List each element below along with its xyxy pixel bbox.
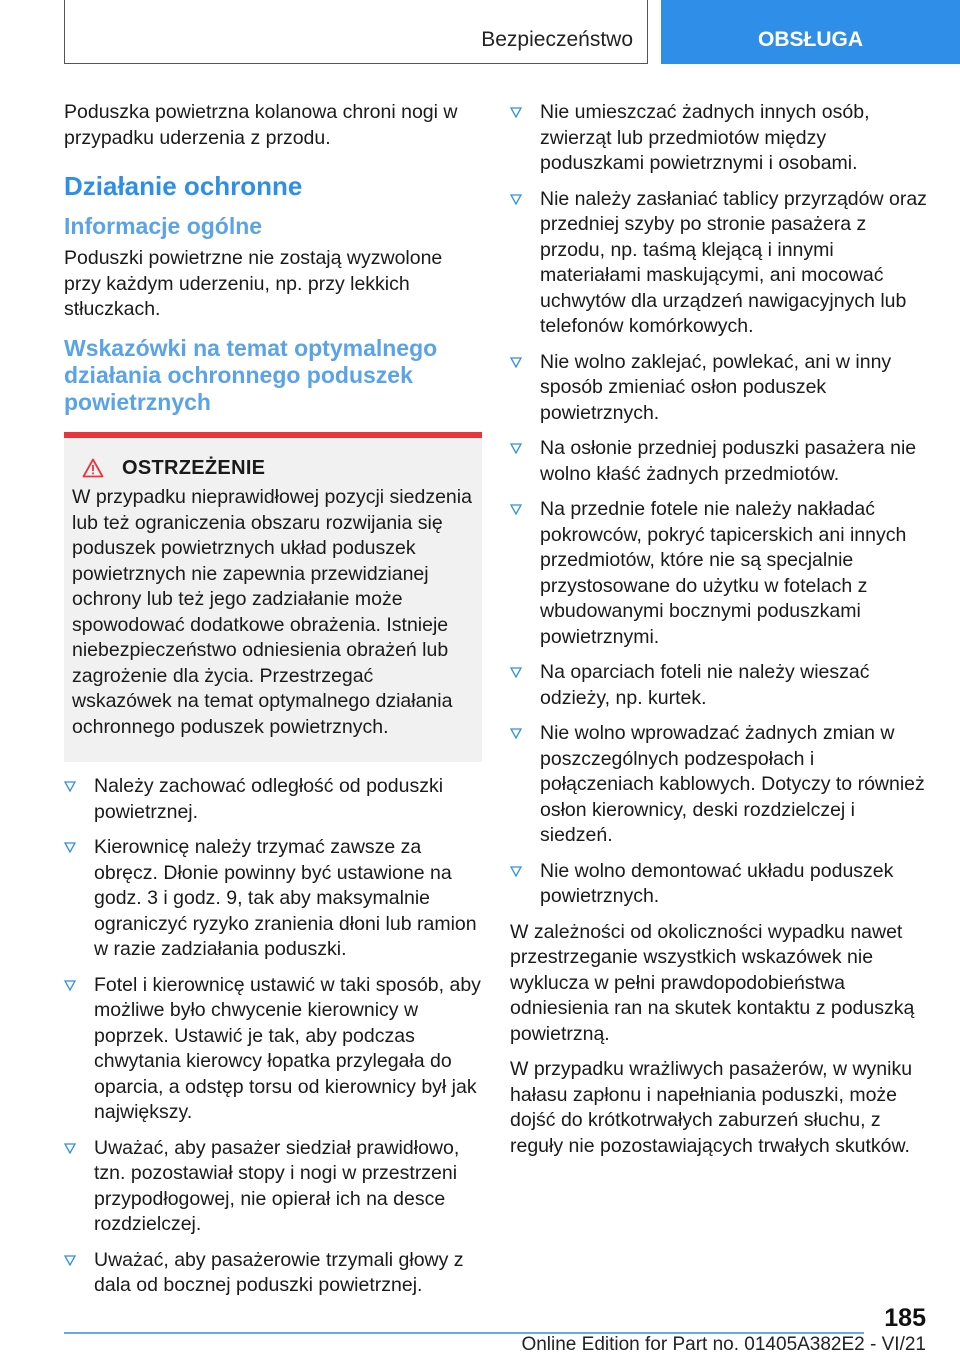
bullet-triangle-icon xyxy=(510,443,522,454)
bullet-triangle-icon xyxy=(510,107,522,118)
section-heading: Działanie ochronne xyxy=(64,171,303,201)
bullet-triangle-icon xyxy=(64,781,76,792)
right-column xyxy=(510,100,930,1169)
bullet-triangle-icon xyxy=(510,194,522,205)
list-item: Należy zachować odległość od poduszki powietrznej. xyxy=(64,774,482,825)
list-item: Uważać, aby pasażerowie trzymali głowy z dala od bocznej poduszki powietrznej. xyxy=(64,1248,482,1299)
left-column xyxy=(64,100,482,1309)
paragraph: W przypadku wrażliwych pasażerów, w wyniku hałasu zapłonu i napełniania poduszki, może dojść do krótkotrwałych zaburzeń słuchu, z reguły nie pozostawiających trwałych skutków. xyxy=(510,1058,913,1157)
general-text: Poduszki powietrzne nie zostają wyzwolone przy każdym uderzeniu, np. przy lekkich stłuczkach. xyxy=(64,247,443,320)
header-tab-obsluga[interactable]: OBSŁUGA xyxy=(661,0,960,64)
list-item: Nie umieszczać żadnych innych osób, zwierząt lub przedmiotów między poduszkami powietrznymi i osobami. xyxy=(510,100,930,177)
header-bar xyxy=(64,0,648,64)
bullet-triangle-icon xyxy=(64,980,76,991)
list-item: Kierownicę należy trzymać zawsze za obręcz. Dłonie powinny być ustawione na godz. 3 i godz. 9, tak aby maksymalnie ograniczyć ryzyko zranienia dłoni lub ramion w razie zadziałania poduszki. xyxy=(64,835,482,963)
list-item: Nie należy zasłaniać tablicy przyrządów oraz przedniej szyby po stronie pasażera z przodu, np. taśmą klejącą i innymi materiałami maskującymi, ani mocować uchwytów dla urządzeń nawigacyjnych lub telefonów komórkowych. xyxy=(510,187,930,340)
list-item: Uważać, aby pasażer siedział prawidłowo, tzn. pozostawiał stopy i nogi w przestrzeni przypodłogowej, nie opierał ich na desce rozdzielczej. xyxy=(64,1136,482,1238)
page-number: 185 xyxy=(884,1304,926,1332)
bullet-triangle-icon xyxy=(64,842,76,853)
list-item: Na osłonie przedniej poduszki pasażera nie wolno kłaść żadnych przedmiotów. xyxy=(510,436,930,487)
warning-triangle-icon xyxy=(82,458,104,478)
warning-box xyxy=(64,432,482,763)
list-item: Nie wolno zaklejać, powlekać, ani w inny sposób zmieniać osłon poduszek powietrznych. xyxy=(510,350,930,427)
warning-header xyxy=(72,456,472,482)
header-section-title: Bezpieczeństwo xyxy=(481,28,633,51)
left-bullet-list xyxy=(64,774,482,1299)
bullet-triangle-icon xyxy=(510,504,522,515)
footer-edition: Online Edition for Part no. 01405A382E2 - VI/21 xyxy=(521,1334,926,1355)
bullet-triangle-icon xyxy=(510,866,522,877)
right-bullet-list xyxy=(510,100,930,910)
warning-title: OSTRZEŻENIE xyxy=(122,456,266,479)
list-item: Nie wolno wprowadzać żadnych zmian w poszczególnych podzespołach i połączeniach kablowych. Dotyczy to również osłon kierownicy, deski rozdzielczej i siedzeń. xyxy=(510,721,930,849)
bullet-triangle-icon xyxy=(510,667,522,678)
bullet-triangle-icon xyxy=(64,1143,76,1154)
warning-text: W przypadku nieprawidłowej pozycji siedzenia lub też ograniczenia obszaru rozwijania się poduszek powietrznych układ poduszek powietrznych nie zapewnia przewidzianej ochrony lub też jego zadziałanie może spowodować dodatkowe obrażenia. Istnieje niebezpieczeństwo odniesienia obrażeń lub zagrożenie dla życia. Przestrzegać wskazówek na temat optymalnego działania ochronnego poduszek powietrznych. xyxy=(72,486,472,738)
subheading-general: Informacje ogólne xyxy=(64,213,263,239)
bullet-triangle-icon xyxy=(64,1255,76,1266)
list-item: Na przednie fotele nie należy nakładać pokrowców, pokryć tapicerskich ani innych przedmiotów, które nie są specjalnie przystosowane do użytku w fotelach z wbudowanymi bocznymi poduszkami powietrznymi. xyxy=(510,497,930,650)
intro-text: Poduszka powietrzna kolanowa chroni nogi w przypadku uderzenia z przodu. xyxy=(64,101,458,149)
bullet-triangle-icon xyxy=(510,357,522,368)
bullet-triangle-icon xyxy=(510,728,522,739)
list-item: Nie wolno demontować układu poduszek powietrznych. xyxy=(510,859,930,910)
list-item: Na oparciach foteli nie należy wieszać odzieży, np. kurtek. xyxy=(510,660,930,711)
subheading-tips: Wskazówki na temat optymalnego działania ochronnego poduszek powietrznych xyxy=(64,334,438,415)
paragraph: W zależności od okoliczności wypadku nawet przestrzeganie wszystkich wskazówek nie wyklucza w pełni prawdopodobieństwa odniesienia ran na skutek kontaktu z poduszką powietrzną. xyxy=(510,920,915,1045)
list-item: Fotel i kierownicę ustawić w taki sposób, aby możliwe było chwycenie kierownicy w poprzek. Ustawić je tak, aby podczas chwytania kierowcy łopatka przylegała do oparcia, a odstęp torsu od kierownicy był jak największy. xyxy=(64,973,482,1126)
